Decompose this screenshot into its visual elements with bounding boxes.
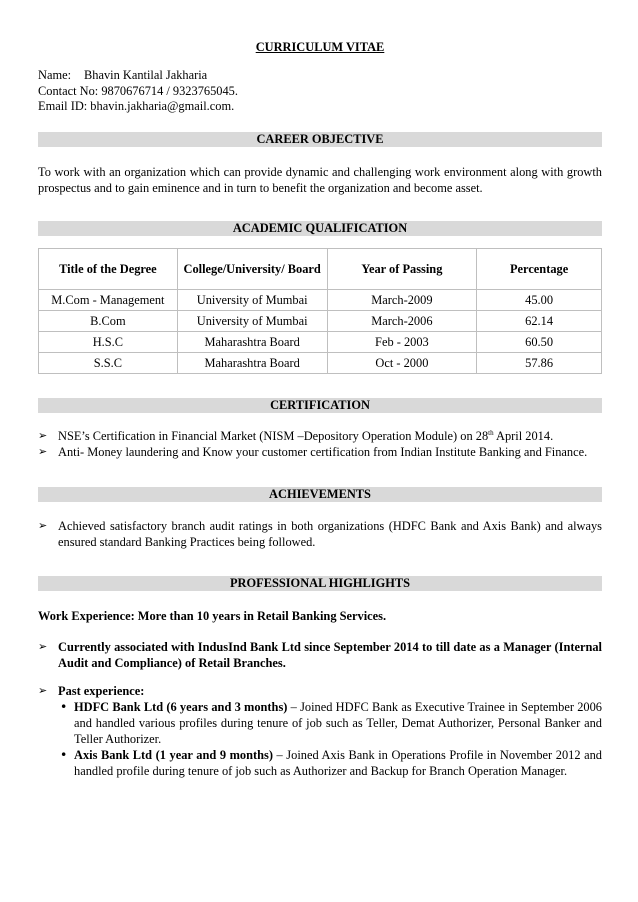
name-value: Bhavin Kantilal Jakharia [84,68,208,82]
table-cell: University of Mumbai [177,311,327,332]
document-title: CURRICULUM VITAE [255,40,385,54]
table-row [39,290,602,311]
table-header-row [39,249,602,290]
arrow-bullet-icon: ➢ [38,445,48,458]
work-experience-line: Work Experience: More than 10 years in Retail Banking Services. [38,609,387,623]
list-item: • Axis Bank Ltd (1 year and 9 months) – Joined Axis Bank in Operations Profile in November 2012 and handled profile during tenure of job such as Authorizer and Backup for Branch Operation Manager. [60,747,602,778]
career-objective-heading: CAREER OBJECTIVE [38,132,602,147]
list-item: ➢ Past experience: [38,684,145,698]
column-header: Year of Passing [327,249,477,290]
table-cell: M.Com - Management [39,290,178,311]
table-cell: B.Com [39,311,178,332]
achievements-list [38,518,602,550]
achievements-heading: ACHIEVEMENTS [38,487,602,502]
table-cell: 45.00 [477,290,602,311]
table-cell: Maharashtra Board [177,332,327,353]
table-row [39,353,602,374]
table-cell: Feb - 2003 [327,332,477,353]
contact-number-line: Contact No: 9870676714 / 9323765045. [38,83,238,98]
table-cell: 57.86 [477,353,602,374]
academic-qualification-heading: ACADEMIC QUALIFICATION [38,221,602,236]
certification-list [38,428,602,460]
arrow-bullet-icon: ➢ [38,519,48,532]
dot-bullet-icon: • [60,747,68,762]
past-experience [38,683,602,779]
career-objective-text: To work with an organization which can provide dynamic and challenging work environment along with growth prospectus and to gain eminence and in turn to benefit the organization and become asset. [38,165,602,195]
table-cell: Maharashtra Board [177,353,327,374]
list-item: ➢ Currently associated with IndusInd Bank Ltd since September 2014 to till date as a Manager (Internal Audit and Compliance) of Retail Branches. [38,640,602,670]
current-role [38,639,602,671]
column-header: Percentage [477,249,602,290]
list-item: ➢ Achieved satisfactory branch audit ratings in both organizations (HDFC Bank and Axis Bank) and always ensured standard Banking Practices being followed. [38,519,602,549]
table-cell: March-2006 [327,311,477,332]
name-label: Name: [38,68,72,82]
list-item: ➢ Anti- Money laundering and Know your customer certification from Indian Institute Banking and Finance. [38,445,588,459]
table-cell: 60.50 [477,332,602,353]
dot-bullet-icon: • [60,699,68,714]
list-item: • HDFC Bank Ltd (6 years and 3 months) – Joined HDFC Bank as Executive Trainee in September 2006 and handled various profiles during tenure of job such as Teller, Demat Authorizer, Personal Banker and Teller Authorizer. [60,699,603,746]
table-cell: H.S.C [39,332,178,353]
table-cell: S.S.C [39,353,178,374]
contact-block [38,68,238,115]
table-cell: 62.14 [477,311,602,332]
table-cell: Oct - 2000 [327,353,477,374]
email-line: Email ID: bhavin.jakharia@gmail.com. [38,99,235,113]
certification-heading: CERTIFICATION [38,398,602,413]
professional-highlights-heading: PROFESSIONAL HIGHLIGHTS [38,576,602,591]
table-cell: March-2009 [327,290,477,311]
column-header: Title of the Degree [39,249,178,290]
arrow-bullet-icon: ➢ [38,640,48,653]
table-row [39,332,602,353]
list-item: ➢ NSE’s Certification in Financial Market (NISM –Depository Operation Module) on 28th April 2014. [38,428,554,443]
column-header: College/University/ Board [177,249,327,290]
table-cell: University of Mumbai [177,290,327,311]
arrow-bullet-icon: ➢ [38,684,48,697]
academic-table [38,248,602,374]
name-line [38,68,238,84]
table-row [39,311,602,332]
arrow-bullet-icon: ➢ [38,429,48,442]
